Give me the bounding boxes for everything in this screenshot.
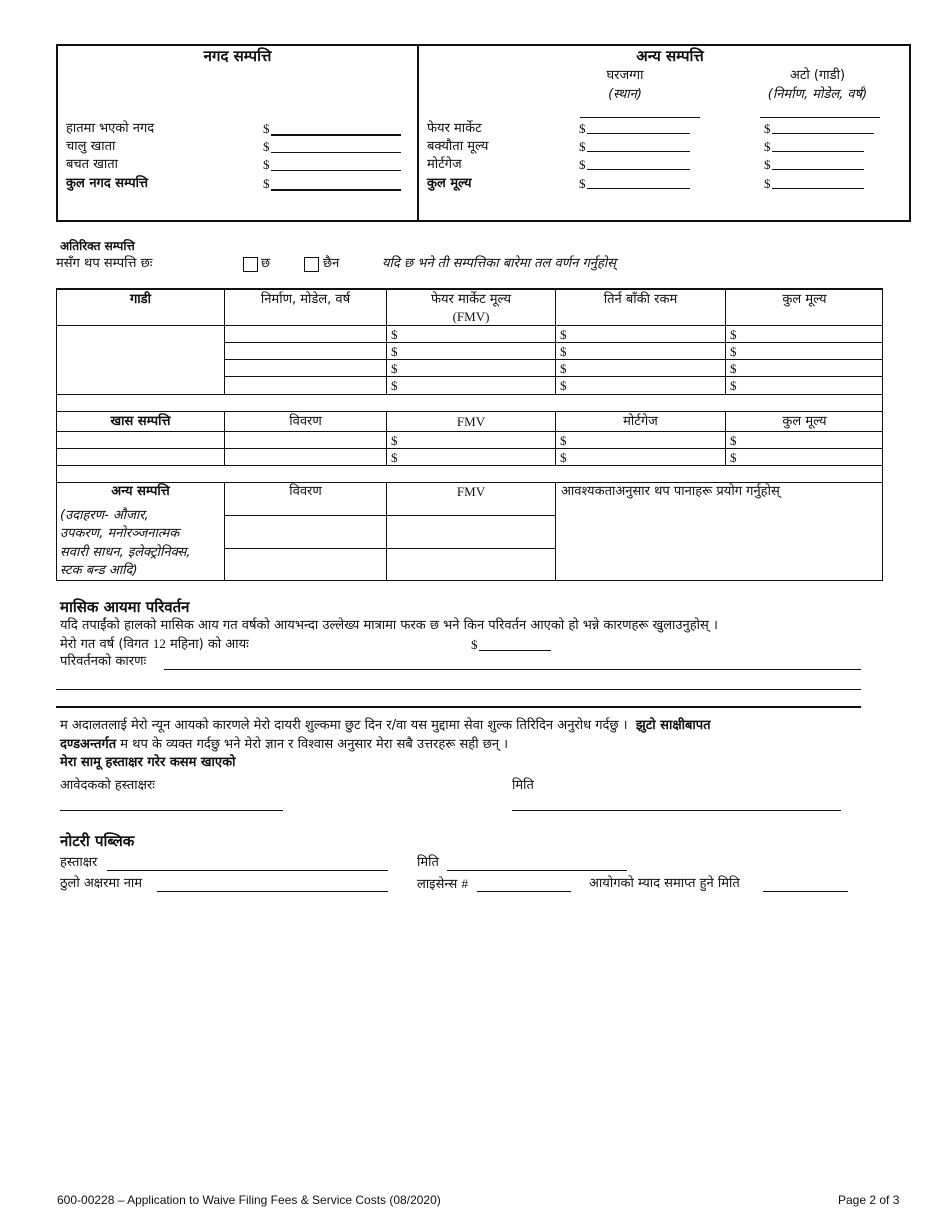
vehicle-section-end <box>56 394 883 395</box>
home-column-header: घरजग्गा <box>606 68 644 83</box>
special-row-rule <box>56 448 883 449</box>
other-row-rule <box>224 548 555 549</box>
other-row-label: बक्यौता मूल्य <box>427 139 489 154</box>
description-header: विवरण <box>289 484 322 499</box>
currency-symbol: $ <box>579 176 586 191</box>
declaration-line-2 <box>60 737 508 753</box>
reason-field-line-2[interactable] <box>56 689 861 690</box>
form-number: 600-00228 – Application to Waive Filing Fees & Service Costs (08/2020) <box>57 1193 441 1207</box>
license-field[interactable] <box>477 891 571 892</box>
savings-field[interactable] <box>271 170 401 171</box>
additional-assets-table <box>56 289 883 581</box>
home-total-field[interactable] <box>587 188 690 189</box>
income-change-instruction: यदि तपाईंको हालको मासिक आय गत वर्षको आयभन्दा उल्लेख्य मात्रामा फरक छ भने किन परिवर्तन आएको हो भन्ने कारणहरू खुलाउनुहोस् । <box>60 618 718 633</box>
last-year-months: 12 <box>152 636 166 651</box>
other-assets-example: सवारी साधन, इलेक्ट्रोनिक्स, <box>60 545 191 560</box>
checking-field[interactable] <box>271 152 401 153</box>
currency-symbol: $ <box>764 176 771 191</box>
applicant-signature-label: आवेदकको हस्ताक्षरः <box>60 778 155 793</box>
declaration-date-field[interactable] <box>512 810 841 811</box>
cash-assets-title: नगद सम्पत्ति <box>203 47 272 65</box>
currency-symbol: $ <box>730 433 737 448</box>
special-section-end <box>56 465 883 466</box>
other-row-label: फेयर मार्केट <box>427 121 482 136</box>
currency-symbol: $ <box>391 450 398 465</box>
commission-expiry-label: आयोगको म्याद समाप्त हुने मिति <box>589 876 740 891</box>
reason-field[interactable] <box>164 669 861 670</box>
declaration-date-label: मिति <box>512 778 534 793</box>
table-top-rule <box>56 288 883 290</box>
description-header: विवरण <box>289 414 322 429</box>
currency-symbol: $ <box>391 361 398 376</box>
currency-symbol: $ <box>391 378 398 393</box>
sworn-statement: मेरा सामू हस्ताक्षर गरेर कसम खाएको <box>60 755 236 770</box>
currency-symbol: $ <box>391 433 398 448</box>
yes-label: छ <box>261 256 271 271</box>
vehicle-row-rule <box>224 359 883 360</box>
no-checkbox[interactable] <box>304 257 319 272</box>
currency-symbol: $ <box>263 176 270 191</box>
perjury-text-b: दण्डअन्तर्गत <box>60 737 117 752</box>
home-column-subheader: (स्थान) <box>608 87 642 102</box>
license-hash: # <box>461 876 468 891</box>
cash-row-label: बचत खाता <box>66 157 118 172</box>
notary-signature-label: हस्ताक्षर <box>60 855 98 870</box>
total-cash-field[interactable] <box>271 189 401 191</box>
currency-symbol: $ <box>560 327 567 342</box>
spacer-rule <box>56 482 883 483</box>
declaration-text-2: म थप के व्यक्त गर्दछु भने मेरो ज्ञान र विश्वास अनुसार मेरा सबै उत्तरहरू सही छन् । <box>120 737 509 752</box>
other-assets-example: स्टक बन्ड आदि) <box>60 563 138 578</box>
cash-row-label: हातमा भएको नगद <box>66 121 155 136</box>
auto-total-field[interactable] <box>772 188 864 189</box>
declaration-text-1: म अदालतलाई मेरो न्यून आयको कारणले मेरो दायरी शुल्कमा छुट दिन र/वा यस मुद्दामा सेवा शुल्क तिरिदिन अनुरोध गर्दछु । <box>60 718 628 733</box>
col-divider <box>555 483 556 581</box>
auto-column-subheader: (निर्माण, मोडेल, वर्ष) <box>767 87 868 102</box>
reason-label: परिवर्तनको कारणः <box>60 654 147 669</box>
notary-heading: नोटरी पब्लिक <box>60 832 135 850</box>
currency-symbol: $ <box>560 344 567 359</box>
mortgage-header: मोर्टगेज <box>623 414 658 429</box>
commission-expiry-field[interactable] <box>763 891 848 892</box>
auto-fmv-field[interactable] <box>772 133 874 134</box>
currency-symbol: $ <box>560 450 567 465</box>
auto-balance-field[interactable] <box>772 151 864 152</box>
balance-owed-header: तिर्न बाँकी रकम <box>603 292 678 307</box>
currency-symbol: $ <box>560 361 567 376</box>
applicant-signature-field[interactable] <box>60 810 283 811</box>
last-year-income-field[interactable] <box>479 650 551 651</box>
fmv-abbr: (FMV) <box>452 309 490 324</box>
home-balance-field[interactable] <box>587 151 690 152</box>
additional-sheets-note: आवश्यकताअनुसार थप पानाहरू प्रयोग गर्नुहोस् <box>561 484 780 499</box>
fmv-header: FMV <box>456 414 486 429</box>
vehicle-header-rule <box>56 325 883 326</box>
currency-symbol: $ <box>730 378 737 393</box>
yes-checkbox[interactable] <box>243 257 258 272</box>
notary-date-label: मिति <box>417 855 439 870</box>
auto-column-header: अटो (गाडी) <box>789 68 846 83</box>
printed-name-field[interactable] <box>157 891 388 892</box>
auto-header-line <box>760 117 880 118</box>
currency-symbol: $ <box>560 378 567 393</box>
cash-total-label: कुल नगद सम्पत्ति <box>66 176 148 191</box>
notary-date-field[interactable] <box>447 870 627 871</box>
section-divider <box>56 706 861 708</box>
notary-signature-field[interactable] <box>107 870 388 871</box>
fmv-header: फेयर मार्केट मूल्य <box>430 292 512 307</box>
last-year-label-b: महिना) को आयः <box>165 637 249 652</box>
currency-symbol: $ <box>579 121 586 136</box>
currency-symbol: $ <box>730 361 737 376</box>
perjury-text-a: झुटो साक्षीबापत <box>635 718 711 733</box>
license-label-text: लाइसेन्स <box>417 877 462 892</box>
additional-assets-heading: अतिरिक्त सम्पत्ति <box>60 239 135 253</box>
currency-symbol: $ <box>391 327 398 342</box>
last-year-label-a: मेरो गत वर्ष (विगत <box>60 637 153 652</box>
currency-symbol: $ <box>579 139 586 154</box>
special-assets-header: खास सम्पत्ति <box>110 414 171 429</box>
printed-name-label: ठुलो अक्षरमा नाम <box>60 876 143 891</box>
currency-symbol: $ <box>263 121 270 136</box>
spacer-rule <box>56 411 883 412</box>
special-header-rule <box>56 431 883 432</box>
license-label <box>417 876 468 893</box>
income-change-heading: मासिक आयमा परिवर्तन <box>60 598 190 616</box>
home-header-line <box>580 117 700 118</box>
currency-symbol: $ <box>764 157 771 172</box>
currency-symbol: $ <box>471 637 478 652</box>
home-mortgage-field[interactable] <box>587 169 690 170</box>
other-assets-header: अन्य सम्पत्ति <box>111 484 170 499</box>
make-model-year-header: निर्माण, मोडेल, वर्ष <box>260 292 351 307</box>
vehicle-row-rule <box>224 376 883 377</box>
other-assets-title: अन्य सम्पत्ति <box>636 47 704 65</box>
cash-row-label: चालु खाता <box>66 139 116 154</box>
declaration-line-1 <box>60 718 711 734</box>
total-value-header: कुल मूल्य <box>782 414 827 429</box>
other-row-label: मोर्टगेज <box>427 157 462 172</box>
currency-symbol: $ <box>560 433 567 448</box>
other-total-label: कुल मूल्य <box>427 176 472 191</box>
other-assets-example: उपकरण, मनोरञ्जनात्मक <box>60 526 180 541</box>
currency-symbol: $ <box>391 344 398 359</box>
home-fmv-field[interactable] <box>587 133 690 134</box>
fmv-header: FMV <box>456 484 486 499</box>
vehicle-header: गाडी <box>129 292 151 307</box>
other-assets-example: (उदाहरण- औजार, <box>60 508 149 523</box>
last-year-income-label <box>60 636 249 653</box>
currency-symbol: $ <box>764 121 771 136</box>
currency-symbol: $ <box>730 344 737 359</box>
vehicle-row-rule <box>224 342 883 343</box>
currency-symbol: $ <box>263 139 270 154</box>
currency-symbol: $ <box>263 157 270 172</box>
additional-assets-question: मसँग थप सम्पत्ति छः <box>56 256 153 271</box>
total-value-header: कुल मूल्य <box>782 292 827 307</box>
assets-divider <box>417 45 419 221</box>
cash-on-hand-field[interactable] <box>271 134 401 136</box>
currency-symbol: $ <box>764 139 771 154</box>
describe-note: यदि छ भने ती सम्पत्तिका बारेमा तल वर्णन गर्नुहोस् <box>382 256 617 271</box>
currency-symbol: $ <box>730 450 737 465</box>
no-label: छैन <box>323 256 340 271</box>
currency-symbol: $ <box>579 157 586 172</box>
currency-symbol: $ <box>730 327 737 342</box>
page-number: Page 2 of 3 <box>838 1193 900 1207</box>
other-row-rule <box>224 515 555 516</box>
auto-mortgage-field[interactable] <box>772 169 864 170</box>
